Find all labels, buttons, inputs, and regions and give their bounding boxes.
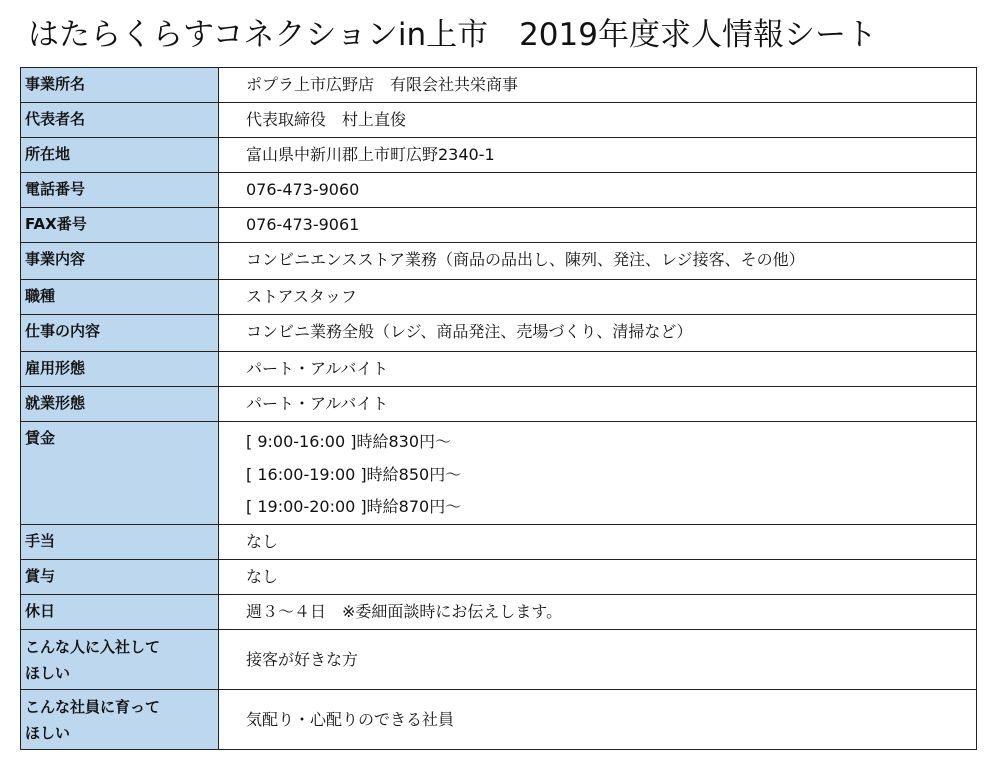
- job-info-table: [20, 67, 977, 750]
- row-wage: [21, 422, 977, 525]
- value-address: 富山県中新川郡上市町広野2340-1: [219, 138, 977, 173]
- label-fax: FAX番号: [21, 208, 219, 243]
- label-phone: 電話番号: [21, 173, 219, 208]
- value-wanted-person: 接客が好きな方: [219, 630, 977, 690]
- label-allowance: 手当: [21, 525, 219, 560]
- row-ideal-employee: [21, 690, 977, 750]
- row-wanted-person: [21, 630, 977, 690]
- row-fax: [21, 208, 977, 243]
- value-bonus: なし: [219, 560, 977, 595]
- value-job-content: コンビニ業務全般（レジ、商品発注、売場づくり、清掃など）: [219, 315, 977, 352]
- label-wanted-person: こんな人に入社して ほしい: [21, 630, 219, 690]
- label-wage: 賃金: [21, 422, 219, 525]
- value-holiday: 週３～４日 ※委細面談時にお伝えします。: [219, 595, 977, 630]
- value-phone: 076-473-9060: [219, 173, 977, 208]
- wage-line: [ 16:00-19:00 ]時給850円～: [246, 464, 462, 484]
- row-business: [21, 243, 977, 280]
- wage-line: [ 19:00-20:00 ]時給870円～: [246, 497, 462, 516]
- value-fax: 076-473-9061: [219, 208, 977, 243]
- value-company: ポプラ上市広野店 有限会社共栄商事: [219, 68, 977, 103]
- value-wage: [219, 422, 977, 525]
- row-work-style: [21, 387, 977, 422]
- row-allowance: [21, 525, 977, 560]
- value-representative: 代表取締役 村上直俊: [219, 103, 977, 138]
- label-employment: 雇用形態: [21, 352, 219, 387]
- row-job-content: [21, 315, 977, 352]
- wage-line: [ 9:00-16:00 ]時給830円～: [246, 432, 452, 451]
- row-representative: [21, 103, 977, 138]
- label-holiday: 休日: [21, 595, 219, 630]
- label-ideal-employee: こんな社員に育って ほしい: [21, 690, 219, 750]
- row-bonus: [21, 560, 977, 595]
- label-bonus: 賞与: [21, 560, 219, 595]
- label-job-type: 職種: [21, 280, 219, 315]
- row-employment: [21, 352, 977, 387]
- row-address: [21, 138, 977, 173]
- value-business: コンビニエンスストア業務（商品の品出し、陳列、発注、レジ接客、その他）: [219, 243, 977, 280]
- row-phone: [21, 173, 977, 208]
- value-ideal-employee: 気配り・心配りのできる社員: [219, 690, 977, 750]
- page-title: はたらくらすコネクションin上市 2019年度求人情報シート: [28, 17, 877, 53]
- value-allowance: なし: [219, 525, 977, 560]
- label-business: 事業内容: [21, 243, 219, 280]
- row-company: [21, 68, 977, 103]
- value-employment: パート・アルバイト: [219, 352, 977, 387]
- value-job-type: ストアスタッフ: [219, 280, 977, 315]
- label-company: 事業所名: [21, 68, 219, 103]
- row-job-type: [21, 280, 977, 315]
- label-address: 所在地: [21, 138, 219, 173]
- row-holiday: [21, 595, 977, 630]
- value-work-style: パート・アルバイト: [219, 387, 977, 422]
- label-work-style: 就業形態: [21, 387, 219, 422]
- label-job-content: 仕事の内容: [21, 315, 219, 352]
- label-representative: 代表者名: [21, 103, 219, 138]
